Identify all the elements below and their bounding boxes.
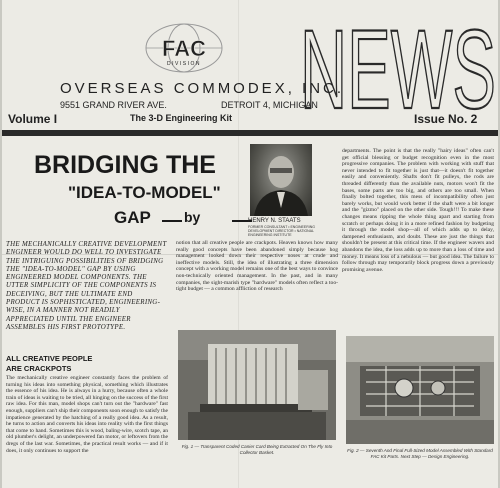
news-title-text: NEWS: [300, 7, 496, 122]
model-photo: [346, 336, 494, 444]
subhead-line-2: ARE CRACKPOTS: [6, 364, 72, 373]
logo-subtext: DIVISION: [167, 61, 201, 67]
figure-1-caption: Fig. 1 — Transparent Coded Canier Card Being Extracted On The Fly Into Collector Basket.: [181, 444, 333, 455]
body-column-2: notion that all creative people are crackpots. Heaven knows how many really good concepts have been abandoned simply because hog management looked down their respective noses at crude and ineffective models. Still, the idea of illustrating a three dimension concept with a working model remains one of the best ways to convince non-technically oriented management. In the past, and in many companies, the sight-marish type "hardware" models often reflect a too-tight budget — a common affliction of research: [176, 240, 338, 293]
body-column-1: The mechanically creative engineer constantly faces the problem of turning his ideas into something physical, something which illustrates the essence of his idea. He is always in a hurry, because often a whole train of ideas is waiting to be tried, all hinging on the success of the first raw idea. For this man, model shops can't turn out the "hardware" fast enough, suppliers can't ship their components soon enough to satisfy the impatience generated by the hatching of a really good idea. As a result, he turns to action and converts his ideas into reality with the first things that come to hand. Sometimes this is wood, baling-wire, scotch tape, an old plumber's delight, an underpowered fan motor, or leftovers from the dregs of the last war. Sometimes, the practical result works — and if it does, it only continues to support the: [6, 375, 168, 454]
figure-2-photo: [346, 336, 494, 444]
subhead-line-1: ALL CREATIVE PEOPLE: [6, 354, 93, 363]
news-title: [300, 4, 496, 122]
author-portrait: [250, 144, 312, 216]
logo-text: FAC: [162, 36, 206, 61]
machine-photo: [178, 330, 336, 440]
newsletter-page: [2, 0, 498, 488]
headline-line-1: BRIDGING THE: [34, 151, 216, 179]
author-title: FORMER CONSULTANT • ENGINEERING DEVELOPMENT DIRECTOR • NATIONAL ENGINEERING INSTITUTE: [248, 225, 315, 237]
company-name: OVERSEAS COMMODEX, INC.: [60, 80, 345, 97]
street-address: 9551 GRAND RIVER AVE.: [60, 100, 167, 110]
masthead-rule: [2, 130, 498, 136]
portrait-figure: [250, 144, 312, 216]
figure-2-caption: Fig. 2 — Seventh And Final Full-Sized Model Assembled With Standard FAC Kit Parts. Next Step — Design Engineering.: [347, 448, 493, 459]
body-column-3: departments. The point is that the really "hairy ideas" often can't get official blessing or budget recognition even in the most progressive companies. The problem with working with stuff that never intended to fit together is just that—it doesn't fit together easily and conveniently. Shafts don't fit pulleys, the rods are threaded differently than the available nuts, motors won't fit the bases, some parts are too big, and others are too small. When finally bolted together, this mess of incompatibility often just barely works, but would work better if the shaft were a bit longer and the "gizmo" placed on the other side. Tough!!! To make these changes means ripping the whole thing apart and starting from scratch or perhaps doing it in a more refined fashion by budgeting it through the model shop—all of which adds up to delay, dampened enthusiasm, and doubt. These are just the things that shouldn't be present at this critical time. If the engineer wavers and abandons the idea, the loss adds up to more than a loss of time and money. It means loss of a nebulous — but good idea. The failure to follow through may temporarily block progress down a previously promising avenue.: [342, 148, 494, 273]
city-address: DETROIT 4, MICHIGAN: [221, 100, 318, 110]
byline: by: [184, 209, 201, 225]
intro-paragraph: THE MECHANICALLY CREATIVE DEVELOPMENT ENGINEER WOULD DO WELL TO INVESTIGATE THE INTRIGUING POSSIBILITIES OF BRIDGING THE "IDEA-TO-MODEL" GAP BY USING ENGINEERED MODEL COMPONENTS. THE UTTER SIMPLICITY OF THE COMPONENTS IS DECEIVING, BUT THE ULTIMATE END PRODUCT IS SOPHISTICATED, ENGINEERING-WISE, IN A MANNER NOT READILY APPRECIATED UNTIL THE ENGINEER ASSEMBLES HIS FIRST PROTOTYPE.: [6, 241, 167, 331]
headline-line-3: GAP: [114, 208, 151, 227]
issue-label: Issue No. 2: [414, 112, 478, 126]
byline-dash: [162, 220, 182, 222]
headline-line-2: "IDEA-TO-MODEL": [68, 183, 221, 202]
volume-label: Volume I: [8, 112, 58, 126]
figure-1-photo: [178, 330, 336, 440]
author-name: HENRY N. STAATS: [248, 218, 301, 224]
tagline: The 3-D Engineering Kit: [130, 113, 233, 123]
